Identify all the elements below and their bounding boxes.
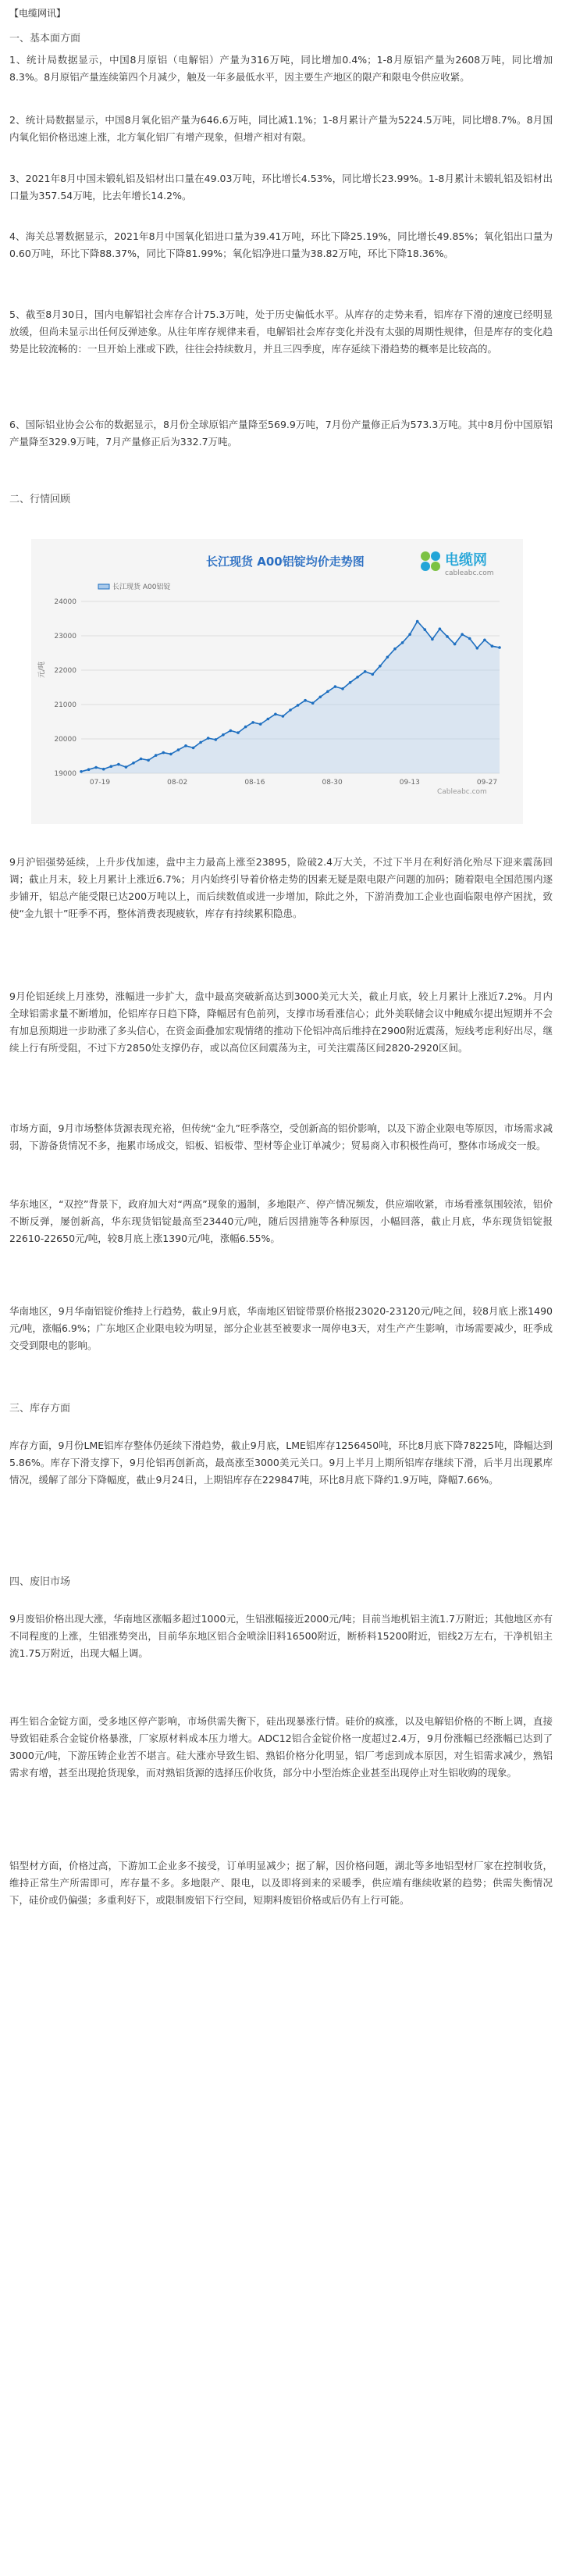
series-point [140,758,143,761]
series-point [297,704,300,707]
x-tick-label: 09-27 [476,779,498,787]
series-point [282,715,285,718]
series-point [349,681,352,684]
chart-watermark: Cableabc.com [437,788,487,796]
series-point [169,753,173,756]
brand-logo [421,551,493,577]
brand-logo-icon-d [431,562,440,571]
series-point [274,713,277,716]
series-point [147,759,150,762]
series-point [237,731,240,734]
y-tick-label: 20000 [54,736,76,744]
series-point [117,763,120,766]
y-tick-label: 22000 [54,667,76,675]
paragraph-shfe-review: 9月沪铝强势延续，上升步伐加速，盘中主力最高上涨至23895，险破2.4万大关，不过下半月在利好消化殆尽下迎来震荡回调；截止月末，较上月累计上涨近6.7%；月内始终引导着价格走势的因素无疑是限电限产问题的加码；随着限电全国范围内逐步铺开，铝总产能受限已达200万吨以上，而后续数值或进一步增加，除此之外，下游消费加工企业也面临限电停产困扰，致使“金九银十”旺季不再，整体消费表现疲软，库存有持续累积隐患。 [9,856,553,919]
y-tick-label: 21000 [54,701,76,709]
series-point [334,685,337,688]
brand-logo-icon [421,551,430,561]
series-point [319,696,322,699]
paragraph-social-inventory: 5、截至8月30日，国内电解铝社会库存合计75.3万吨，处于历史偏低水平。从库存的走势来看，铝库存下滑的速度已经明显放缓，但尚未显示出任何反弹迹象。从往年库存规律来看，电解铝社会库存变化并没有太强的周期性规律，但是库存的变化趋势是比较流畅的：一旦开始上涨或下跌，往往会持续数月，并且三四季度，库存延续下滑趋势的概率是比较高的。 [9,309,553,355]
paragraph-scrap-prices: 9月废铝价格出现大涨，华南地区涨幅多超过1000元，生铝涨幅接近2000元/吨；目前当地机铝主流1.7万附近；其他地区亦有不同程度的上涨，生铝涨势突出，目前华东地区铝合金喷涂旧料16500附近，断桥料15200附近，铝线2万左右，干净机铝主流1.75万附近，出现大幅上调。 [9,1613,553,1659]
series-point [372,673,375,676]
x-tick-label: 07-19 [89,779,111,787]
series-point [311,701,315,705]
series-point [177,748,180,751]
series-point [184,744,187,747]
series-point [289,708,292,712]
brand-url: cableabc.com [445,569,494,577]
series-point [461,633,464,636]
x-tick-labels [90,779,497,787]
section-heading-market-review: 二、行情回顾 [9,494,71,505]
paragraph-market-overview: 市场方面，9月市场整体货源表现充裕，但传统“金九”旺季落空，受创新高的铝价影响，以及下游企业限电等原因，市场需求减弱，下游备货情况不多，拖累市场成交，铝板、铝板带、型材等企业订单减少；贸易商入市积极性尚可，整体市场成交一般。 [9,1122,553,1151]
series-point [379,665,382,668]
brand-logo-icon-b [431,551,440,561]
chart-title: 长江现货 A00铝锭均价走势图 [206,555,365,569]
paragraph-global-output: 6、国际铝业协会公布的数据显示，8月份全球原铝产量降至569.9万吨，7月份产量修正后为573.3万吨。其中8月份中国原铝产量降至329.9万吨，7月产量修正后为332.7万吨。 [9,419,553,448]
series-point [215,738,218,741]
paragraph-south-china: 华南地区，9月华南铝锭价维持上行趋势，截止9月底，华南地区铝锭带票价格报23020-23120元/吨之间，较8月底上涨1490元/吨，涨幅6.9%；广东地区企业限电较为明显，部分企业甚至被要求一周停电3天，对生产产生影响，市场需要减少，旺季成交受到限电的影响。 [9,1305,553,1351]
series-point [251,721,254,724]
series-point [267,718,270,721]
series-point [132,762,135,765]
x-tick-label: 08-30 [322,779,343,787]
series-point [192,747,195,750]
series-point [446,635,449,638]
paragraph-aluminum-output: 1、统计局数据显示，中国8月原铝（电解铝）产量为316万吨，同比增加0.4%；1-8月原铝产量为2608万吨，同比增加8.3%。8月原铝产量连续第四个月减少，触及一年多最低水平，因主要生产地区的限产和限电令供应收紧。 [9,54,553,83]
brand-name: 电缆网 [445,552,487,569]
series-point [125,765,128,769]
series-point [162,751,165,755]
paragraph-customs-data: 4、海关总署数据显示，2021年8月中国氧化铝进口量为39.41万吨，环比下降25.19%，同比增长49.85%；氧化铝出口量为0.60万吨，环比下降88.37%，同比下降81.99%；氧化铝净进口量为38.82万吨，环比下降18.36%。 [9,230,553,259]
series-point [424,628,427,631]
series-point [408,633,411,636]
paragraph-alumina-output: 2、统计局数据显示，中国8月氧化铝产量为646.6万吨，同比减1.1%；1-8月累计产量为5224.5万吨，同比增8.7%。8月国内氧化铝价格迅速上涨，北方氧化铝厂有增产现象，但增产相对有限。 [9,114,553,143]
series-point [468,637,471,640]
y-tick-label: 19000 [54,770,76,778]
series-point [431,638,434,641]
series-point [439,627,442,630]
series-point [87,768,91,771]
series-point [454,643,457,646]
series-point [80,770,83,773]
paragraph-secondary-alloy: 再生铝合金锭方面，受多地区停产影响，市场供需失衡下，硅出现暴涨行情。硅价的疯涨，以及电解铝价格的不断上调，直接导致铝硅系合金锭价格暴涨，厂家原材料成本压力增大。ADC12铝合金锭价格一度超过2.4万，9月份涨幅已经涨幅已达到了3000元/吨，下游压铸企业苦不堪言。硅大涨亦导致生铝、熟铝价格分化明显，铝厂考虑到成本原因，对生铝需求减少，熟铝需求有增，甚至出现抢货现象，而对熟铝货源的选择压价收货，部分中小型治炼企业甚至出现停止对生铝收购的现象。 [9,1715,553,1779]
price-chart [31,539,523,824]
y-tick-labels [54,598,76,778]
series-point [229,730,233,733]
y-axis-label: 元/吨 [38,661,46,678]
brand-logo-icon-c [421,562,430,571]
series-point [259,722,262,726]
paragraph-profiles: 铝型材方面，价格过高，下游加工企业多不接受，订单明显减少；据了解，因价格问题，湖北等多地铝型材厂家在控制收货，维持正常生产所需即可，库存量不多。多地限产、限电，以及即将到来的采暖季，供应端有继续收紧的趋势；供需失衡情况下，硅价或仍偏强；多重利好下，或限制废铝下行空间，短期料废铝价格或后仍有上行可能。 [9,1860,553,1906]
series-point [498,646,501,649]
series-point [94,766,98,769]
series-point [222,733,225,737]
source-tag: 【电缆网讯】 [9,8,66,19]
x-tick-label: 08-02 [167,779,188,787]
series-point [207,737,210,740]
series-point [199,741,202,744]
price-chart-svg [31,539,523,824]
series-point [386,656,389,659]
paragraph-lme-review: 9月伦铝延续上月涨势，涨幅进一步扩大，盘中最高突破新高达到3000美元大关，截止月底，较上月累计上涨近7.2%。月内全球铝需求量不断增加，伦铝库存日趋下降，降幅居有色前列，支撑市场看涨信心；此外美联储会议中鲍威尔提出短期并不会有加息预期进一步助涨了多头信心，在资金面叠加宏观情绪的推动下伦铝冲高后维持在2900附近震荡，短线考虑利好出尽，继续上行有所受阻，不过下方2850处支撑仍存，或以高位区间震荡为主，可关注震荡区间2820-2920区间。 [9,990,553,1054]
legend-label: 长江现货 A00铝锭 [112,583,171,591]
section-heading-inventory: 三、库存方面 [9,1403,71,1415]
paragraph-inventory: 库存方面，9月份LME铝库存整体仍延续下滑趋势，截止9月底，LME铝库存1256450吨，环比8月底下降78225吨，降幅达到5.86%。库存下滑支撑下，9月伦铝再创新高，最高涨至3000美元关口。9月上半月上期所铝库存继续下滑，后半月出现累库情况，缓解了部分下降幅度，截止9月24日，上期铝库存在229847吨，环比8月底下降约1.9万吨，降幅7.66%。 [9,1440,553,1486]
series-point [491,644,494,648]
series-point [304,699,307,702]
x-tick-label: 08-16 [244,779,265,787]
series-point [356,676,359,679]
series-point [155,754,158,757]
series-point [401,641,404,644]
x-tick-label: 09-13 [399,779,420,787]
series-point [393,648,397,651]
legend-swatch [98,584,109,589]
y-tick-label: 24000 [54,598,76,606]
series-point [326,690,329,694]
section-heading-scrap-market: 四、废旧市场 [9,1576,71,1588]
series-point [483,639,486,642]
series-point [476,647,479,650]
section-heading-basics: 一、基本面方面 [9,33,81,45]
paragraph-east-china: 华东地区，“双控”背景下，政府加大对“两高”现象的遏制，多地限产、停产情况频发，供应端收紧，市场看涨氛围较浓，铝价不断反弹，屡创新高，华东现货铝锭最高至23440元/吨，随后因措施等各种原因，小幅回落，截止月底，华东现货铝锭报22610-22650元/吨，较8月底上涨1390元/吨，涨幅6.55%。 [9,1198,553,1244]
paragraph-export-volume: 3、2021年8月中国未锻轧铝及铝材出口量在49.03万吨，环比增长4.53%，同比增长23.99%。1-8月累计未锻轧铝及铝材出口量为357.54万吨，比去年增长14.2%。 [9,173,553,202]
series-point [416,620,419,623]
series-point [244,726,247,729]
y-tick-label: 23000 [54,633,76,640]
series-point [364,670,367,673]
series-area [81,622,500,774]
series-point [102,768,105,771]
series-point [110,765,113,768]
series-point [341,687,344,690]
